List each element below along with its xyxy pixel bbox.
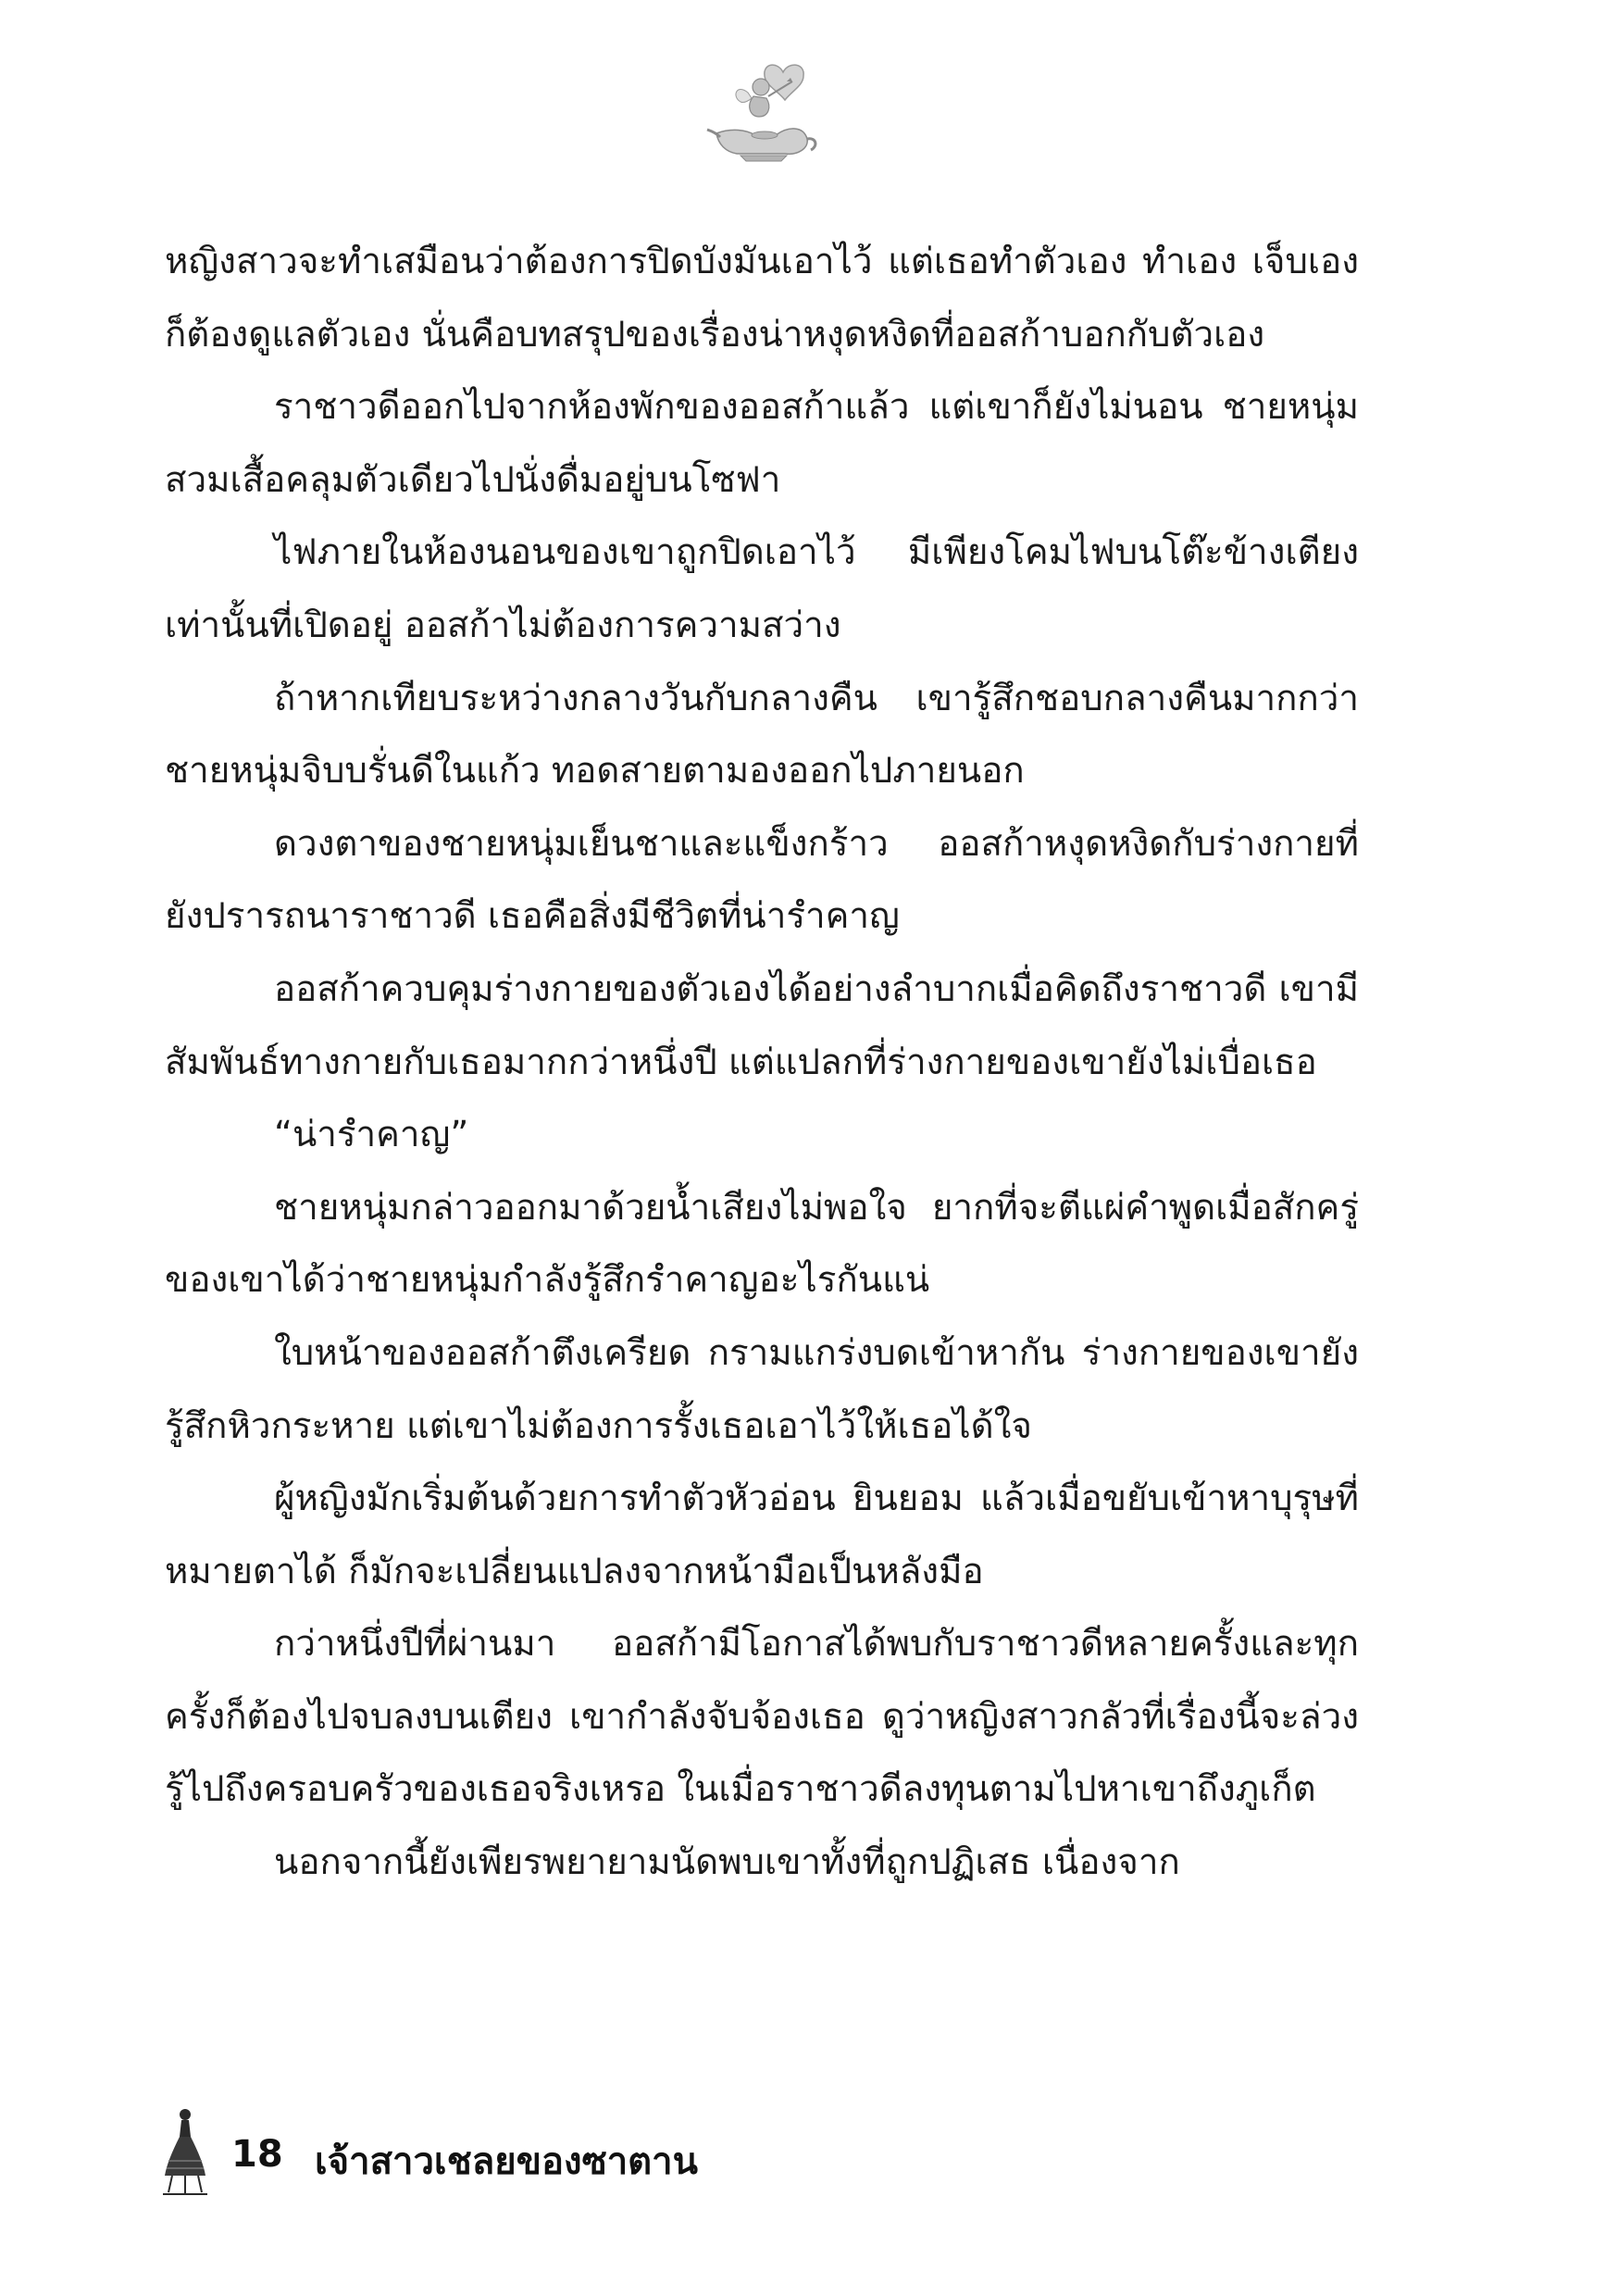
paragraph-11: กว่าหนึ่งปีที่ผ่านมา ออสก้ามีโอกาสได้พบกับราชาวดีหลายครั้งและทุกครั้งก็ต้องไปจบลงบนเตียง เขากำลังจับจ้องเธอ ดูว่าหญิงสาวกลัวที่เรื่องนี้จะล่วงรู้ไปถึงครอบครัวของเธอจริงเหรอ ในเมื่อราชาวดีลงทุนตามไปหาเขาถึงภูเก็ต <box>165 1623 1359 1811</box>
page-number: 18 <box>231 2133 283 2176</box>
page-footer <box>159 2105 992 2198</box>
paragraph-12: นอกจากนี้ยังเพียรพยายามนัดพบเขาทั้งที่ถูกปฏิเสธ เนื่องจาก <box>274 1841 1180 1884</box>
paragraph-6: ออสก้าควบคุมร่างกายของตัวเองได้อย่างลำบากเมื่อคิดถึงราชาวดี เขามีสัมพันธ์ทางกายกับเธอมากกว่าหนึ่งปี แต่แปลกที่ร่างกายของเขายังไม่เบื่อเธอ <box>165 967 1359 1083</box>
lady-silhouette-icon <box>159 2105 211 2198</box>
paragraph-5: ดวงตาของชายหนุ่มเย็นชาและแข็งกร้าว ออสก้าหงุดหงิดกับร่างกายที่ยังปรารถนาราชาวดี เธอคือสิ่งมีชีวิตที่น่ารำคาญ <box>165 822 1359 938</box>
paragraph-9: ใบหน้าของออสก้าตึงเครียด กรามแกร่งบดเข้าหากัน ร่างกายของเขายังรู้สึกหิวกระหาย แต่เขาไม่ต้องการรั้งเธอเอาไว้ให้เธอได้ใจ <box>165 1331 1359 1447</box>
body-text <box>165 226 1359 1900</box>
paragraph-3: ไฟภายในห้องนอนของเขาถูกปิดเอาไว้ มีเพียงโคมไฟบนโต๊ะข้างเตียงเท่านั้นที่เปิดอยู่ ออสก้าไม่ต้องการความสว่าง <box>165 531 1359 646</box>
paragraph-7: “น่ารำคาญ” <box>274 1114 469 1156</box>
paragraph-4: ถ้าหากเทียบระหว่างกลางวันกับกลางคืน เขารู้สึกชอบกลางคืนมากกว่า ชายหนุ่มจิบบรั่นดีในแก้ว ทอดสายตามองออกไปภายนอก <box>165 677 1359 792</box>
book-title: เจ้าสาวเชลยของซาตาน <box>315 2140 698 2183</box>
paragraph-10: ผู้หญิงมักเริ่มต้นด้วยการทำตัวหัวอ่อน ยินยอม แล้วเมื่อขยับเข้าหาบุรุษที่หมายตาได้ ก็มักจะเปลี่ยนแปลงจากหน้ามือเป็นหลังมือ <box>165 1478 1359 1592</box>
paragraph-1: หญิงสาวจะทำเสมือนว่าต้องการปิดบังมันเอาไว้ แต่เธอทำตัวเอง ทำเอง เจ็บเอง ก็ต้องดูแลตัวเอง นั่นคือบทสรุปของเรื่องน่าหงุดหงิดที่ออสก้าบอกกับตัวเอง <box>165 241 1359 356</box>
paragraph-2: ราชาวดีออกไปจากห้องพักของออสก้าแล้ว แต่เขาก็ยังไม่นอน ชายหนุ่มสวมเสื้อคลุมตัวเดียวไปนั่งดื่มอยู่บนโซฟา <box>165 386 1359 501</box>
paragraph-8: ชายหนุ่มกล่าวออกมาด้วยน้ำเสียงไม่พอใจ ยากที่จะตีแผ่คำพูดเมื่อสักครู่ของเขาได้ว่าชายหนุ่มกำลังรู้สึกรำคาญอะไรกันแน่ <box>165 1186 1359 1302</box>
cupid-teapot-ornament-icon <box>703 56 824 167</box>
